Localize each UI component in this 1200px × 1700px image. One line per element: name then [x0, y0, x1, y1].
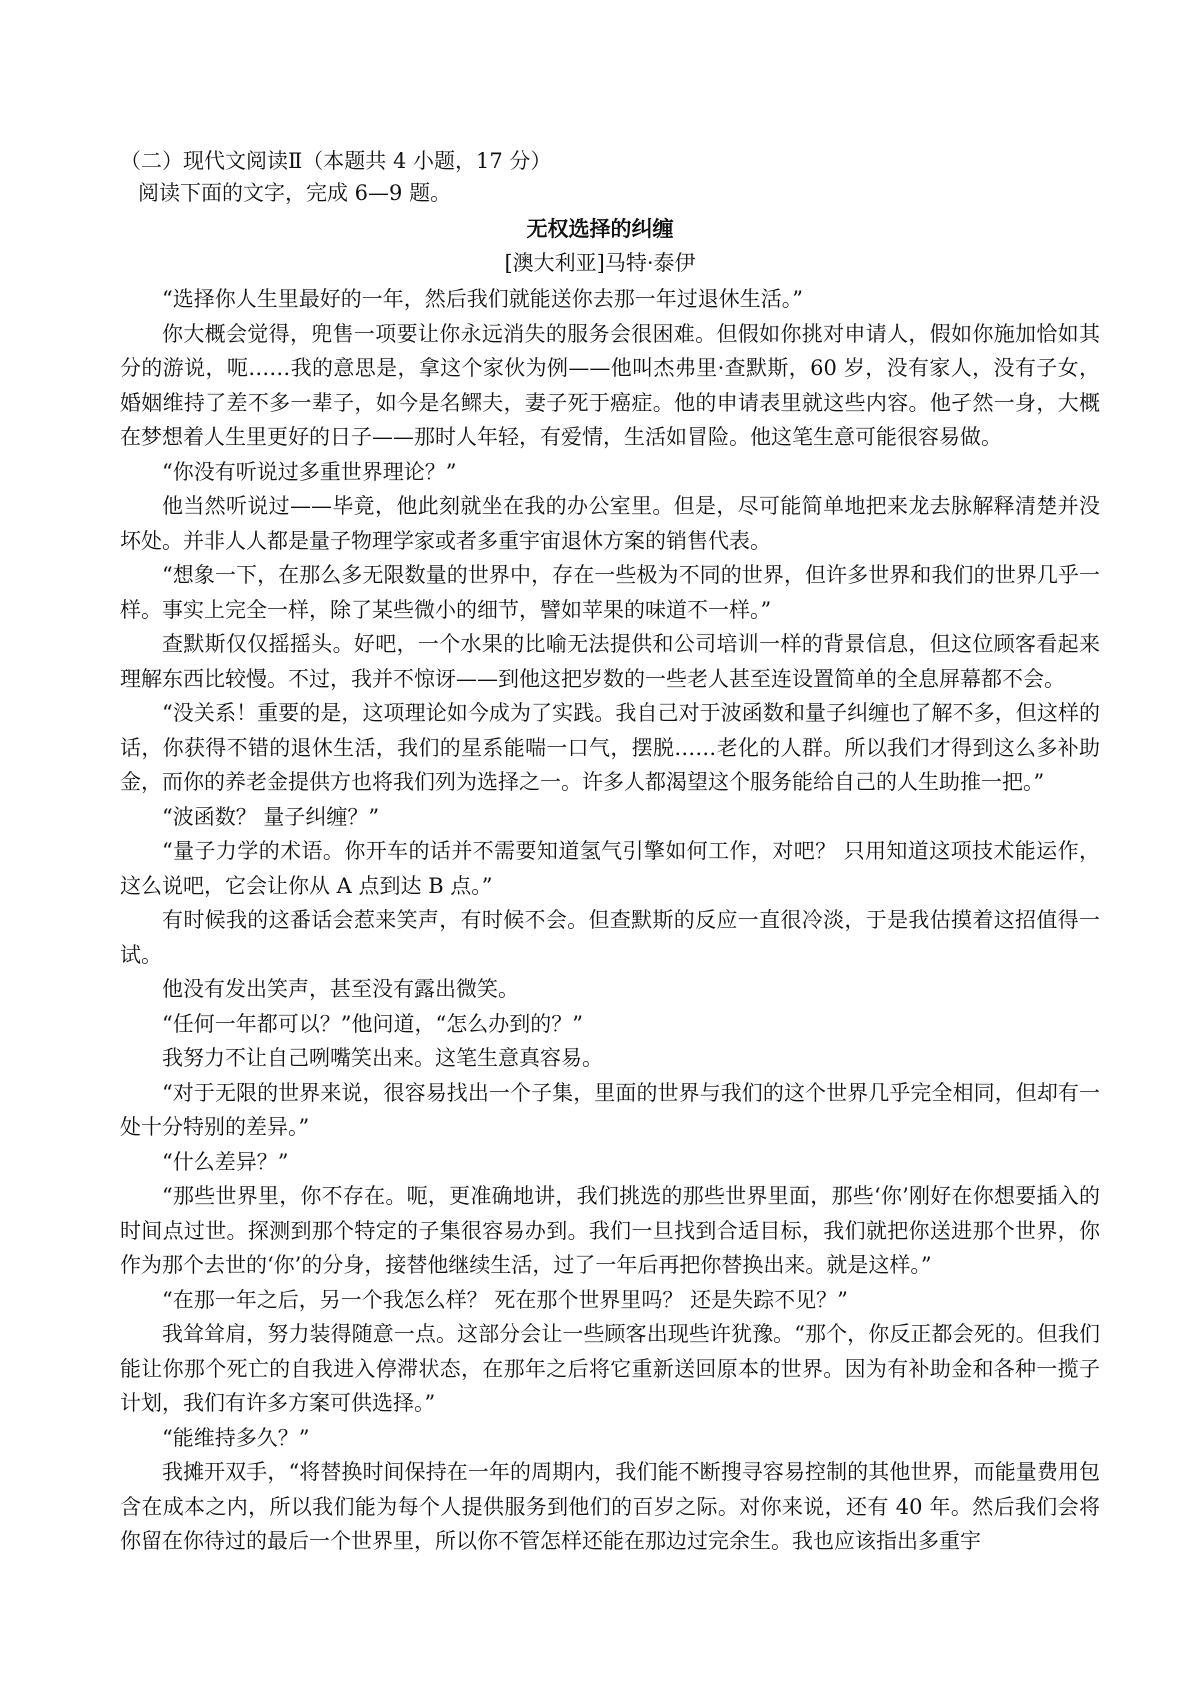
paragraph: 我努力不让自己咧嘴笑出来。这笔生意真容易。 [162, 1046, 603, 1070]
paragraph: “你没有听说过多重世界理论？” [162, 459, 457, 484]
paragraph: “量子力学的术语。你开车的话并不需要知道氢气引擎如何工作，对吧？ 只用知道这项技术能运作，这么说吧，它会让你从 A 点到达 B 点。” [120, 839, 1100, 898]
paragraph: 有时候我的这番话会惹来笑声，有时候不会。但查默斯的反应一直很冷淡，于是我估摸着这招值得一试。 [120, 908, 1100, 967]
paragraph: “那些世界里，你不存在。呃，更准确地讲，我们挑选的那些世界里面，那些‘你’刚好在你想要插入的时间点过世。探测到那个特定的子集很容易办到。我们一旦找到合适目标，我们就把你送进那个世界，你作为那个去世的‘你’的分身，接替他继续生活，过了一年后再把你替换出来。就是这样。” [120, 1184, 1100, 1277]
reading-instruction: 阅读下面的文字，完成 6—9 题。 [138, 181, 452, 205]
paragraph: “能维持多久？” [162, 1425, 310, 1450]
paragraph: “波函数？ 量子纠缠？” [162, 804, 380, 829]
paragraph: “对于无限的世界来说，很容易找出一个子集，里面的世界与我们的这个世界几乎完全相同，但却有一处十分特别的差异。” [120, 1080, 1100, 1139]
story-author: [澳大利亚]马特·泰伊 [504, 251, 696, 275]
paragraph: “任何一年都可以？”他问道，“怎么办到的？” [162, 1011, 583, 1036]
story-title: 无权选择的纠缠 [526, 216, 674, 241]
story-body [120, 282, 1100, 1559]
paragraph: “没关系！重要的是，这项理论如今成为了实践。我自己对于波函数和量子纠缠也了解不多，但这样的话，你获得不错的退休生活，我们的星系能喘一口气，摆脱……老化的人群。所以我们才得到这么多补助金，而你的养老金提供方也将我们列为选择之一。许多人都渴望这个服务能给自己的人生助推一把。” [120, 701, 1100, 794]
section-title: （二）现代文阅读Ⅱ（本题共 4 小题，17 分） [120, 149, 552, 173]
paragraph: “什么差异？” [162, 1149, 289, 1174]
paragraph: “选择你人生里最好的一年，然后我们就能送你去那一年过退休生活。” [162, 287, 803, 311]
paragraph: 查默斯仅仅摇摇头。好吧，一个水果的比喻无法提供和公司培训一样的背景信息，但这位顾客看起来理解东西比较慢。不过，我并不惊讶——到他这把岁数的一些老人甚至连设置简单的全息屏幕都不会。 [120, 632, 1100, 691]
paragraph: 你大概会觉得，兜售一项要让你永远消失的服务会很困难。但假如你挑对申请人，假如你施加恰如其分的游说，呃……我的意思是，拿这个家伙为例——他叫杰弗里·查默斯，60 岁，没有家人，没有子女，婚姻维持了差不多一辈子，如今是名鳏夫，妻子死于癌症。他的申请表里就这些内容。他孑然一身，大概在梦想着人生里更好的日子——那时人年轻，有爱情，生活如冒险。他这笔生意可能很容易做。 [120, 321, 1100, 449]
paragraph: “想象一下，在那么多无限数量的世界中，存在一些极为不同的世界，但许多世界和我们的世界几乎一样。事实上完全一样，除了某些微小的细节，譬如苹果的味道不一样。” [120, 563, 1100, 622]
paragraph: 他当然听说过——毕竟，他此刻就坐在我的办公室里。但是，尽可能简单地把来龙去脉解释清楚并没坏处。并非人人都是量子物理学家或者多重宇宙退休方案的销售代表。 [120, 494, 1100, 553]
paragraph: 我耸耸肩，努力装得随意一点。这部分会让一些顾客出现些许犹豫。“那个，你反正都会死的。但我们能让你那个死亡的自我进入停滞状态，在那年之后将它重新送回原本的世界。因为有补助金和各种一揽子计划，我们有许多方案可供选择。” [120, 1322, 1100, 1415]
paragraph: “在那一年之后，另一个我怎么样？ 死在那个世界里吗？ 还是失踪不见？” [162, 1287, 848, 1312]
paragraph: 他没有发出笑声，甚至没有露出微笑。 [162, 977, 519, 1001]
paragraph: 我摊开双手，“将替换时间保持在一年的周期内，我们能不断搜寻容易控制的其他世界，而能量费用包含在成本之内，所以我们能为每个人提供服务到他们的百岁之际。对你来说，还有 40 年。然后我们会将你留在你待过的最后一个世界里，所以你不管怎样还能在那边过完余生。我也应该指出多重宇 [120, 1460, 1100, 1553]
